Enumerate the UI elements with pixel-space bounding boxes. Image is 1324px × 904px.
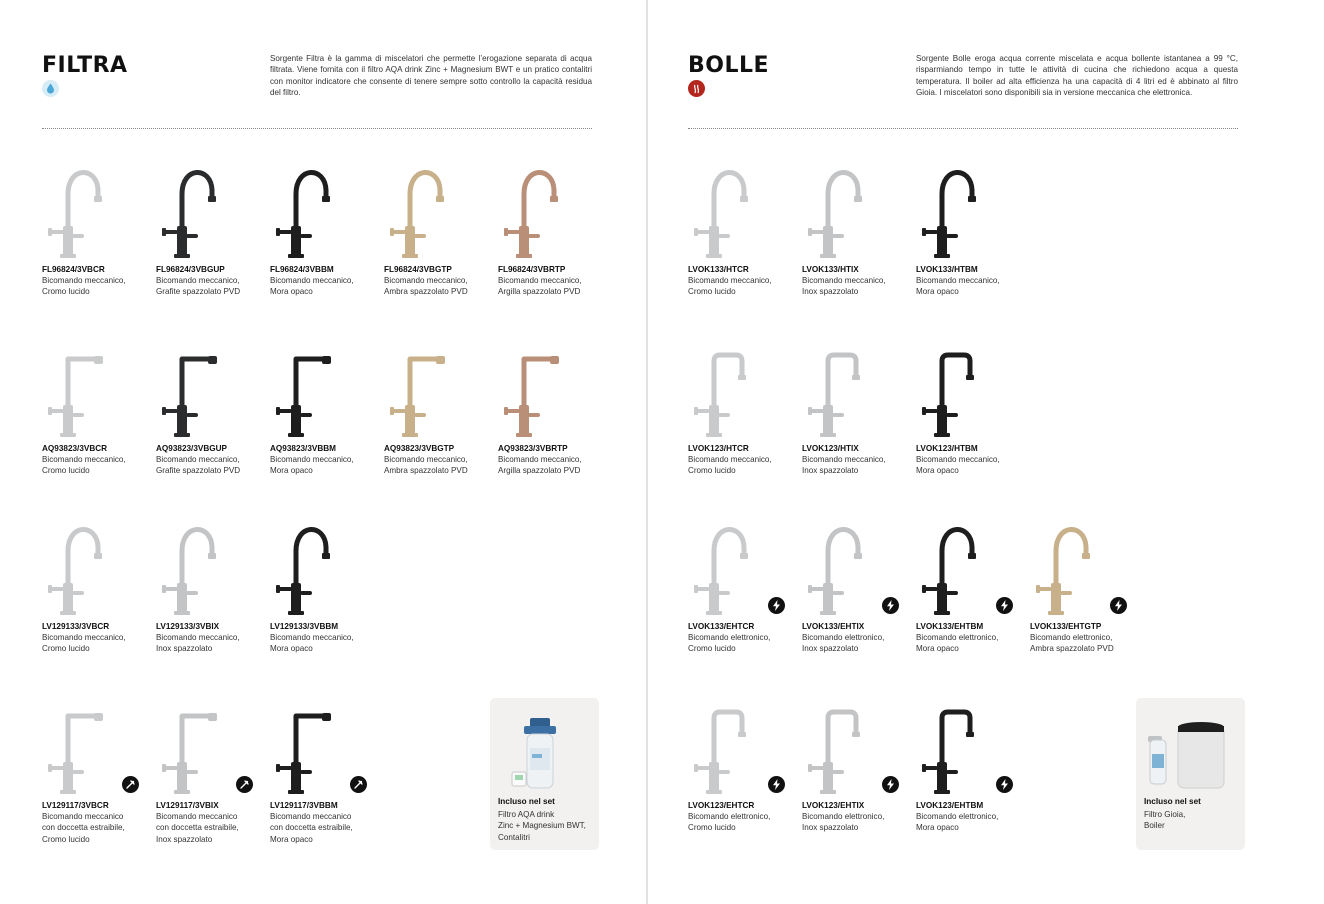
product-code: LVOK133/EHTCR bbox=[688, 622, 755, 631]
faucet-image bbox=[42, 525, 154, 617]
product-card bbox=[156, 704, 268, 845]
product-code: LVOK133/HTCR bbox=[688, 265, 749, 274]
faucet-image bbox=[270, 525, 382, 617]
product-code: LV129117/3VBIX bbox=[156, 801, 219, 810]
filter-cartridge-image bbox=[510, 712, 570, 792]
product-card bbox=[270, 525, 382, 655]
faucet-image bbox=[156, 168, 268, 260]
product-desc: Argilla spazzolato PVD bbox=[498, 466, 581, 476]
product-desc: Bicomando meccanico, bbox=[42, 276, 126, 285]
product-desc: Grafite spazzolato PVD bbox=[156, 287, 241, 297]
product-desc: Bicomando meccanico bbox=[270, 812, 352, 821]
product-desc: Inox spazzolato bbox=[802, 644, 859, 654]
product-code: LVOK123/EHTCR bbox=[688, 801, 755, 810]
product-code: LV129117/3VBBM bbox=[270, 801, 338, 810]
product-desc: Inox spazzolato bbox=[156, 644, 213, 654]
faucet-image bbox=[802, 168, 914, 260]
product-code: LVOK123/EHTBM bbox=[916, 801, 984, 810]
product-desc: Mora opaco bbox=[270, 466, 313, 476]
faucet-image bbox=[42, 347, 154, 439]
product-desc: con doccetta estraibile, bbox=[270, 823, 353, 833]
product-code: AQ93823/3VBGTP bbox=[384, 444, 455, 453]
product-card bbox=[156, 168, 268, 298]
pull-out-shower-icon bbox=[350, 776, 367, 793]
product-code: FL96824/3VBGUP bbox=[156, 265, 225, 274]
faucet-image bbox=[916, 525, 1028, 617]
product-desc: Bicomando meccanico, bbox=[156, 633, 240, 642]
product-card bbox=[688, 704, 800, 834]
product-desc: Bicomando meccanico, bbox=[42, 633, 126, 642]
product-card bbox=[42, 704, 154, 845]
product-desc: Ambra spazzolato PVD bbox=[384, 466, 468, 476]
heat-waves-icon bbox=[688, 80, 705, 97]
faucet-image bbox=[498, 347, 610, 439]
faucet-image bbox=[688, 704, 800, 796]
product-card bbox=[802, 347, 914, 477]
bolle-set-desc: Filtro Gioia, Boiler bbox=[1144, 810, 1186, 831]
product-desc: Cromo lucido bbox=[42, 644, 90, 654]
boiler-filter-image bbox=[1144, 720, 1240, 792]
product-desc: Cromo lucido bbox=[688, 287, 736, 297]
product-card bbox=[270, 347, 382, 477]
product-card bbox=[916, 347, 1028, 477]
faucet-image bbox=[1030, 525, 1142, 617]
product-desc: Inox spazzolato bbox=[156, 834, 213, 844]
water-drop-icon bbox=[42, 80, 59, 97]
product-desc: Bicomando elettronico, bbox=[802, 812, 885, 821]
product-card bbox=[916, 168, 1028, 298]
bolle-title: BOLLE bbox=[688, 53, 770, 78]
bolle-set-box bbox=[1136, 698, 1245, 850]
faucet-image bbox=[156, 704, 268, 796]
faucet-image bbox=[156, 347, 268, 439]
product-code: LVOK133/EHTGTP bbox=[1030, 622, 1102, 631]
electronic-bolt-icon bbox=[882, 597, 899, 614]
filtra-page bbox=[0, 0, 646, 904]
product-desc: con doccetta estraibile, bbox=[42, 823, 125, 833]
product-card bbox=[1030, 525, 1142, 655]
product-desc: Bicomando meccanico, bbox=[802, 276, 886, 285]
product-code: LVOK133/HTBM bbox=[916, 265, 978, 274]
product-desc: Bicomando elettronico, bbox=[802, 633, 885, 642]
product-desc: Bicomando meccanico, bbox=[270, 455, 354, 464]
product-desc: Bicomando meccanico, bbox=[156, 276, 240, 285]
bolle-set-label: Incluso nel set bbox=[1144, 797, 1201, 806]
product-desc: Bicomando meccanico, bbox=[384, 455, 468, 464]
product-desc: Inox spazzolato bbox=[802, 466, 859, 476]
product-card bbox=[802, 525, 914, 655]
product-desc: Bicomando elettronico, bbox=[688, 633, 771, 642]
faucet-image bbox=[270, 168, 382, 260]
product-desc: Bicomando meccanico, bbox=[802, 455, 886, 464]
product-card bbox=[384, 347, 496, 477]
faucet-image bbox=[916, 347, 1028, 439]
product-desc: Bicomando elettronico, bbox=[916, 812, 999, 821]
product-code: LV129133/3VBCR bbox=[42, 622, 110, 631]
product-card bbox=[270, 704, 382, 845]
product-card bbox=[916, 525, 1028, 655]
product-code: LVOK133/HTIX bbox=[802, 265, 859, 274]
product-code: LV129133/3VBIX bbox=[156, 622, 220, 631]
product-code: LVOK133/EHTIX bbox=[802, 622, 865, 631]
faucet-image bbox=[688, 525, 800, 617]
filtra-set-desc: Filtro AQA drink Zinc + Magnesium BWT, Contalitri bbox=[498, 810, 586, 842]
product-desc: Mora opaco bbox=[270, 834, 313, 844]
product-card bbox=[42, 525, 154, 655]
faucet-image bbox=[42, 704, 154, 796]
product-desc: Cromo lucido bbox=[42, 834, 90, 844]
product-desc: Cromo lucido bbox=[688, 466, 736, 476]
filtra-set-label: Incluso nel set bbox=[498, 797, 555, 806]
faucet-image bbox=[802, 347, 914, 439]
faucet-image bbox=[384, 347, 496, 439]
faucet-image bbox=[498, 168, 610, 260]
product-desc: Bicomando meccanico, bbox=[498, 455, 582, 464]
product-desc: Ambra spazzolato PVD bbox=[384, 287, 468, 297]
pull-out-shower-icon bbox=[236, 776, 253, 793]
product-desc: Cromo lucido bbox=[42, 466, 90, 476]
product-desc: Cromo lucido bbox=[688, 823, 736, 833]
product-desc: Mora opaco bbox=[916, 644, 959, 654]
faucet-image bbox=[270, 347, 382, 439]
product-desc: Bicomando meccanico, bbox=[270, 633, 354, 642]
electronic-bolt-icon bbox=[996, 776, 1013, 793]
product-desc: Cromo lucido bbox=[42, 287, 90, 297]
product-card bbox=[42, 168, 154, 298]
bolle-page bbox=[648, 0, 1324, 904]
product-desc: Inox spazzolato bbox=[802, 823, 859, 833]
product-desc: Bicomando elettronico, bbox=[916, 633, 999, 642]
electronic-bolt-icon bbox=[882, 776, 899, 793]
product-code: FL96824/3VBCR bbox=[42, 265, 105, 274]
product-card bbox=[688, 168, 800, 298]
product-desc: Bicomando meccanico, bbox=[42, 455, 126, 464]
product-desc: Bicomando meccanico bbox=[42, 812, 124, 821]
product-code: FL96824/3VBBM bbox=[270, 265, 334, 274]
product-desc: Mora opaco bbox=[916, 466, 959, 476]
product-code: LVOK123/HTBM bbox=[916, 444, 978, 453]
product-card bbox=[270, 168, 382, 298]
product-card bbox=[802, 704, 914, 834]
electronic-bolt-icon bbox=[768, 776, 785, 793]
faucet-image bbox=[802, 704, 914, 796]
electronic-bolt-icon bbox=[768, 597, 785, 614]
product-code: AQ93823/3VBCR bbox=[42, 444, 108, 453]
product-card bbox=[42, 347, 154, 477]
product-code: LVOK123/EHTIX bbox=[802, 801, 865, 810]
product-code: AQ93823/3VBRTP bbox=[498, 444, 568, 453]
product-desc: Cromo lucido bbox=[688, 644, 736, 654]
product-code: LV129133/3VBBM bbox=[270, 622, 339, 631]
product-desc: Mora opaco bbox=[270, 287, 313, 297]
product-desc: Mora opaco bbox=[916, 823, 959, 833]
electronic-bolt-icon bbox=[1110, 597, 1127, 614]
product-desc: Bicomando meccanico, bbox=[384, 276, 468, 285]
product-desc: Bicomando meccanico, bbox=[688, 455, 772, 464]
faucet-image bbox=[916, 168, 1028, 260]
product-code: AQ93823/3VBGUP bbox=[156, 444, 227, 453]
faucet-image bbox=[688, 168, 800, 260]
product-card bbox=[498, 168, 610, 298]
product-code: LVOK123/HTIX bbox=[802, 444, 859, 453]
product-desc: Bicomando meccanico bbox=[156, 812, 238, 821]
filtra-divider bbox=[42, 128, 592, 129]
product-desc: Bicomando meccanico, bbox=[156, 455, 240, 464]
product-card bbox=[688, 525, 800, 655]
faucet-image bbox=[916, 704, 1028, 796]
faucet-image bbox=[42, 168, 154, 260]
product-desc: Bicomando meccanico, bbox=[916, 455, 1000, 464]
filtra-set-box bbox=[490, 698, 599, 850]
product-code: LVOK133/EHTBM bbox=[916, 622, 984, 631]
product-desc: Ambra spazzolato PVD bbox=[1030, 644, 1114, 654]
product-desc: Grafite spazzolato PVD bbox=[156, 466, 241, 476]
product-card bbox=[688, 347, 800, 477]
pull-out-shower-icon bbox=[122, 776, 139, 793]
faucet-image bbox=[688, 347, 800, 439]
electronic-bolt-icon bbox=[996, 597, 1013, 614]
product-code: LV129117/3VBCR bbox=[42, 801, 109, 810]
product-code: LVOK123/HTCR bbox=[688, 444, 749, 453]
product-card bbox=[802, 168, 914, 298]
product-card bbox=[498, 347, 610, 477]
faucet-image bbox=[802, 525, 914, 617]
filtra-title: FILTRA bbox=[42, 53, 128, 78]
faucet-image bbox=[156, 525, 268, 617]
product-desc: con doccetta estraibile, bbox=[156, 823, 239, 833]
product-card bbox=[384, 168, 496, 298]
product-card bbox=[156, 525, 268, 655]
filtra-intro: Sorgente Filtra è la gamma di miscelatori che permette l’erogazione separata di acqua filtrata. Viene fornita con il filtro AQA drink Zinc + Magnesium BWT e un pratico contalitri con monitor indicatore che consente di tenere sempre sotto controllo la capacità residua del filtro. bbox=[270, 54, 592, 97]
product-card bbox=[916, 704, 1028, 834]
product-code: AQ93823/3VBBM bbox=[270, 444, 336, 453]
product-desc: Mora opaco bbox=[270, 644, 313, 654]
product-desc: Bicomando meccanico, bbox=[498, 276, 582, 285]
product-desc: Bicomando meccanico, bbox=[270, 276, 354, 285]
product-desc: Mora opaco bbox=[916, 287, 959, 297]
product-desc: Inox spazzolato bbox=[802, 287, 859, 297]
product-code: FL96824/3VBRTP bbox=[498, 265, 566, 274]
product-card bbox=[156, 347, 268, 477]
product-code: FL96824/3VBGTP bbox=[384, 265, 452, 274]
faucet-image bbox=[384, 168, 496, 260]
product-desc: Bicomando meccanico, bbox=[688, 276, 772, 285]
product-desc: Argilla spazzolato PVD bbox=[498, 287, 581, 297]
product-desc: Bicomando elettronico, bbox=[688, 812, 771, 821]
bolle-divider bbox=[688, 128, 1238, 129]
product-desc: Bicomando meccanico, bbox=[916, 276, 1000, 285]
product-desc: Bicomando elettronico, bbox=[1030, 633, 1113, 642]
faucet-image bbox=[270, 704, 382, 796]
bolle-intro: Sorgente Bolle eroga acqua corrente miscelata e acqua bollente istantanea a 99 °C, risparmiando tempo in tutte le attività di cucina che richiedono acqua a questa temperatura. Il boiler ad alta efficienza ha una capacità di 4 litri ed è abbinato al filtro Gioia. I miscelatori sono disponibili sia in versione meccanica che elettronica. bbox=[916, 54, 1238, 97]
